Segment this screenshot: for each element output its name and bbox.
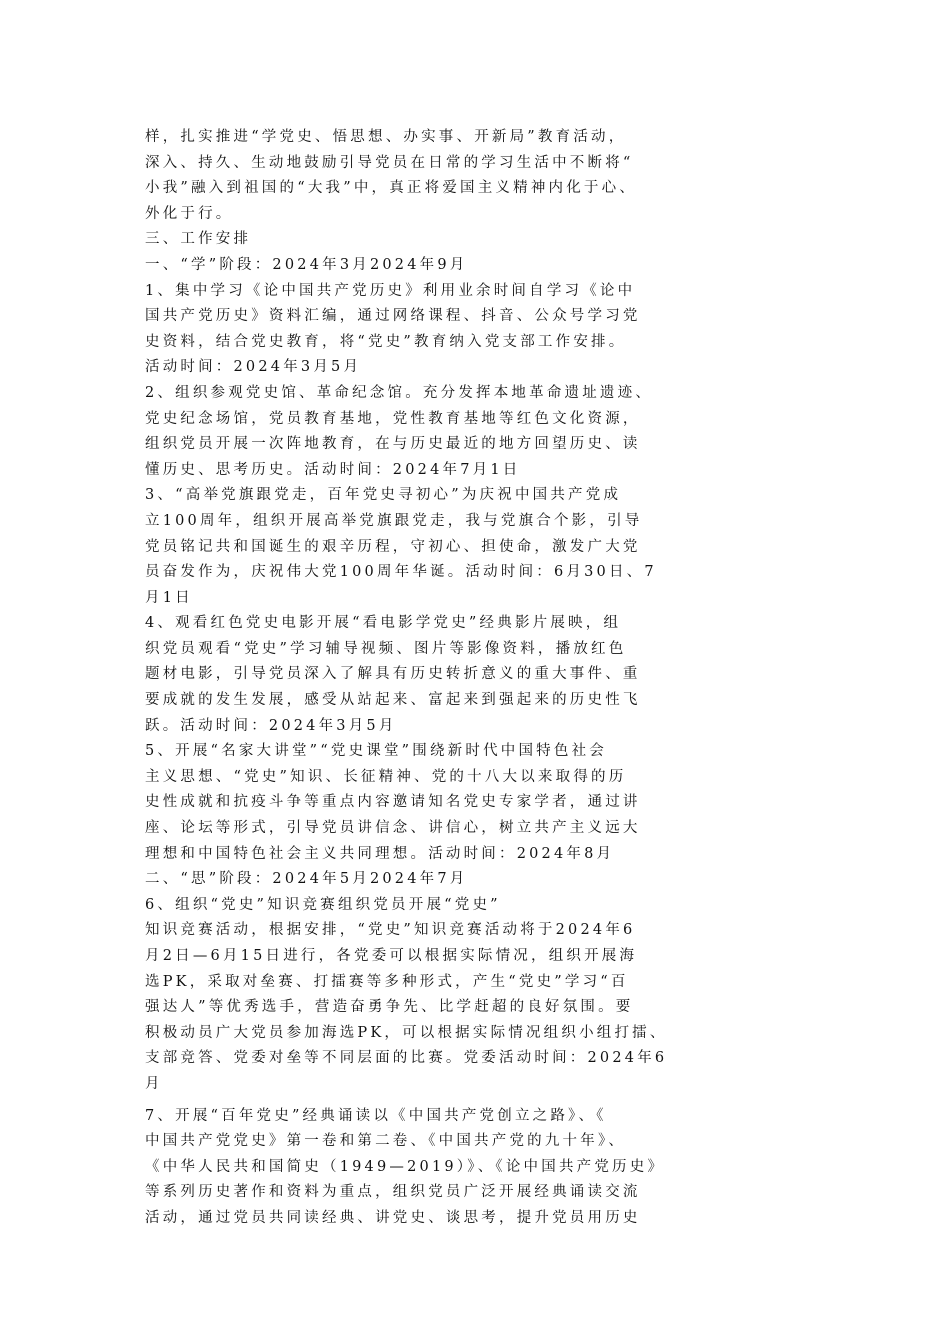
text-line: 外化于行。	[145, 205, 234, 222]
text-line: 活动，通过党员共同读经典、讲党史、谈思考，提升党员用历史	[145, 1209, 641, 1226]
text-line: 5、开展“名家大讲堂”“党史课堂”围绕新时代中国特色社会	[145, 743, 607, 760]
text-line: 党史纪念场馆，党员教育基地，党性教育基地等红色文化资源，	[145, 410, 641, 427]
text-line: 4、观看红色党史电影开展“看电影学党史”经典影片展映，组	[145, 615, 622, 632]
text-line: 《中华人民共和国简史（1949—2019）》、《论中国共产党历史》	[145, 1158, 666, 1175]
phase-heading: 二、“思”阶段：2024年5月2024年7月	[145, 871, 468, 888]
text-line: 1、集中学习《论中国共产党历史》利用业余时间自学习《论中	[145, 282, 636, 299]
text-line: 组织党员开展一次阵地教育，在与历史最近的地方回望历史、读	[145, 436, 641, 453]
section-heading: 三、工作安排	[145, 231, 252, 248]
text-line: 月1日	[145, 589, 193, 606]
text-line: 要成就的发生发展，感受从站起来、富起来到强起来的历史性飞	[145, 692, 641, 709]
text-line: 座、论坛等形式，引导党员讲信念、讲信心，树立共产主义远大	[145, 820, 641, 837]
text-line: 国共产党历史》资料汇编，通过网络课程、抖音、公众号学习党	[145, 308, 641, 325]
text-line: 史性成就和抗疫斗争等重点内容邀请知名党史专家学者，通过讲	[145, 794, 641, 811]
text-line: 深入、持久、生动地鼓励引导党员在日常的学习生活中不断将“	[145, 154, 634, 171]
text-line: 3、“高举党旗跟党走，百年党史寻初心”为庆祝中国共产党成	[145, 487, 622, 504]
document-body	[145, 125, 810, 1232]
text-line: 理想和中国特色社会主义共同理想。活动时间：2024年8月	[145, 845, 615, 862]
text-line: 支部竞答、党委对垒等不同层面的比赛。党委活动时间：2024年6	[145, 1050, 668, 1067]
text-line: 选PK，采取对垒赛、打擂赛等多种形式，产生“党史”学习“百	[145, 973, 629, 990]
text-line: 题材电影，引导党员深入了解具有历史转折意义的重大事件、重	[145, 666, 641, 683]
phase-heading: 一、“学”阶段：2024年3月2024年9月	[145, 256, 468, 273]
text-line: 活动时间：2024年3月5月	[145, 359, 362, 376]
text-line: 月	[145, 1075, 163, 1092]
text-line: 2、组织参观党史馆、革命纪念馆。充分发挥本地革命遗址遗迹、	[145, 384, 654, 401]
text-line: 立100周年，组织开展高举党旗跟党走，我与党旗合个影，引导	[145, 512, 643, 529]
text-line: 样，扎实推进“学党史、悟思想、办实事、开新局”教育活动，	[145, 129, 627, 145]
text-line: 积极动员广大党员参加海选PK，可以根据实际情况组织小组打擂、	[145, 1024, 668, 1041]
text-line: 强达人”等优秀选手，营造奋勇争先、比学赶超的良好氛围。要	[145, 999, 634, 1016]
text-line: 跃。活动时间：2024年3月5月	[145, 717, 397, 734]
text-line: 月2日—6月15日进行，各党委可以根据实际情况，组织开展海	[145, 948, 638, 964]
text-line: 懂历史、思考历史。活动时间：2024年7月1日	[145, 461, 521, 478]
text-line: 织党员观看“党史”学习辅导视频、图片等影像资料，播放红色	[145, 640, 627, 657]
text-line: 主义思想、“党史”知识、长征精神、党的十八大以来取得的历	[145, 768, 627, 785]
text-line: 知识竞赛活动，根据安排，“党史”知识竞赛活动将于2024年6	[145, 922, 636, 939]
text-line: 中国共产党党史》第一卷和第二卷、《中国共产党的九十年》、	[145, 1133, 627, 1150]
text-line: 7、开展“百年党史”经典诵读以《中国共产党创立之路》、《	[145, 1107, 607, 1124]
text-line: 史资料，结合党史教育，将“党史”教育纳入党支部工作安排。	[145, 333, 627, 350]
text-line: 党员铭记共和国诞生的艰辛历程，守初心、担使命，激发广大党	[145, 538, 641, 555]
text-line: 6、组织“党史”知识竞赛组织党员开展“党史”	[145, 896, 501, 913]
text-line: 等系列历史著作和资料为重点，组织党员广泛开展经典诵读交流	[145, 1184, 641, 1201]
text-line: 员奋发作为，庆祝伟大党100周年华诞。活动时间：6月30日、7	[145, 564, 657, 581]
text-line: 小我”融入到祖国的“大我”中，真正将爱国主义精神内化于心、	[145, 180, 638, 197]
